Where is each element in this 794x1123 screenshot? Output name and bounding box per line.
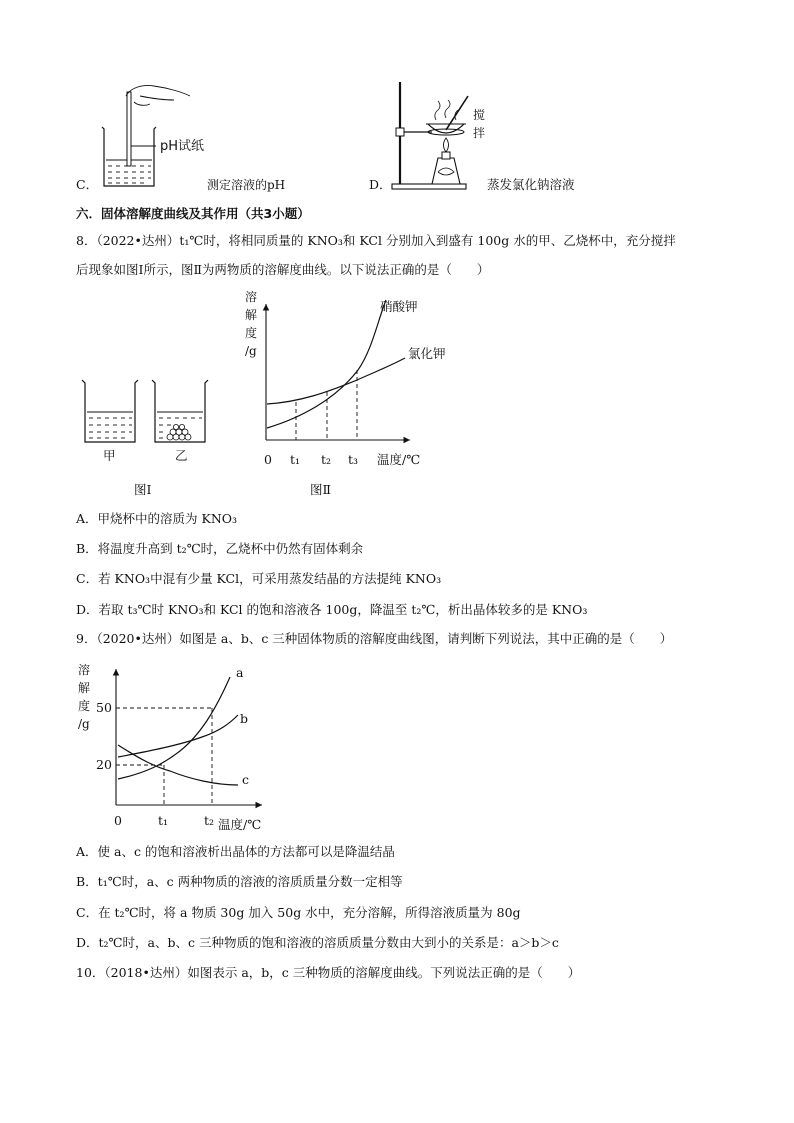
q8-option-b: B．将温度升高到 t₂℃时，乙烧杯中仍然有固体剩余: [76, 541, 364, 556]
stir-label-1: 搅: [473, 108, 486, 122]
series-kcl-label: 氯化钾: [408, 346, 446, 361]
fig2-tick-t3: t₃: [348, 452, 359, 467]
beaker-jia-label: 甲: [103, 448, 116, 463]
q9-ytick-20: 20: [96, 757, 112, 772]
figure-2-chart: [240, 282, 450, 472]
curve-a: [118, 677, 230, 779]
fig2-xlabel: 温度/℃: [377, 452, 421, 467]
curve-kno3: [267, 300, 386, 428]
fig2-tick-t2: t₂: [321, 452, 332, 467]
q9-ytick-50: 50: [96, 700, 112, 715]
figure-2-caption: 图Ⅱ: [310, 482, 331, 497]
q9-xtick-t2: t₂: [204, 813, 215, 828]
ph-paper-label: pH试纸: [160, 139, 205, 154]
q9-option-c: C．在 t₂℃时，将 a 物质 30g 加入 50g 水中，充分溶解，所得溶液质量为 80g: [76, 905, 521, 920]
q9-series-a: a: [236, 665, 244, 680]
q9-option-a: A．使 a、c 的饱和溶液析出晶体的方法都可以是降温结晶: [76, 844, 395, 859]
fig2-ylabel-4: /g: [245, 344, 257, 358]
fig2-ylabel-2: 解: [245, 308, 258, 322]
q10-stem: 10．（2018•达州）如图表示 a，b，c 三种物质的溶解度曲线。下列说法正确的是（ ）: [76, 965, 581, 980]
curve-b: [118, 715, 238, 757]
q8-option-a: A．甲烧杯中的溶质为 KNO₃: [76, 511, 238, 526]
series-kno3-label: 硝酸钾: [380, 299, 418, 314]
q9-ylabel-2: 解: [78, 681, 91, 695]
q9-stem: 9．（2020•达州）如图是 a、b、c 三种固体物质的溶解度曲线图，请判断下列说法，其中正确的是（ ）: [76, 631, 673, 646]
q8-stem-line2: 后现象如图Ⅰ所示，图Ⅱ为两物质的溶解度曲线。以下说法正确的是（ ）: [76, 262, 490, 277]
stir-label-2: 拌: [473, 126, 486, 140]
figure-ph-test: [90, 82, 230, 192]
q9-ylabel-4: /g: [78, 717, 90, 731]
q8-option-d: D．若取 t₃℃时 KNO₃和 KCl 的饱和溶液各 100g，降温至 t₂℃，析出晶体较多的是 KNO₃: [76, 602, 588, 617]
q9-origin: 0: [114, 813, 122, 828]
q9-ylabel-1: 溶: [78, 663, 91, 677]
curve-c: [118, 745, 238, 785]
q9-option-b: B．t₁℃时，a、c 两种物质的溶液的溶质质量分数一定相等: [76, 874, 403, 889]
q9-ylabel-3: 度: [78, 699, 91, 713]
option-d-desc: 蒸发氯化钠溶液: [487, 177, 575, 192]
q9-series-c: c: [242, 772, 250, 787]
option-c-letter: C．: [76, 177, 99, 192]
fig2-tick-t1: t₁: [290, 452, 301, 467]
fig2-origin: 0: [264, 452, 272, 467]
q8-stem-line1: 8．（2022•达州）t₁℃时，将相同质量的 KNO₃和 KCl 分别加入到盛有 100g 水的甲、乙烧杯中，充分搅拌: [76, 233, 676, 248]
q8-option-c: C．若 KNO₃中混有少量 KCl，可采用蒸发结晶的方法提纯 KNO₃: [76, 571, 442, 586]
q9-chart: [90, 655, 280, 825]
option-d-letter: D．: [369, 177, 392, 192]
figure-1-beakers: [80, 378, 220, 448]
curve-kcl: [267, 358, 405, 404]
fig2-ylabel-3: 度: [245, 326, 258, 340]
option-c-desc: 测定溶液的pH: [207, 178, 286, 192]
beaker-yi-label: 乙: [175, 448, 188, 463]
fig2-ylabel-1: 溶: [245, 290, 258, 304]
q9-option-d: D．t₂℃时，a、b、c 三种物质的饱和溶液的溶质质量分数由大到小的关系是：a＞b＞c: [76, 935, 559, 950]
figure-1-caption: 图Ⅰ: [134, 482, 152, 497]
section-heading: 六．固体溶解度曲线及其作用（共3小题）: [76, 206, 310, 221]
q9-series-b: b: [240, 711, 249, 726]
q9-xlabel: 温度/℃: [218, 817, 262, 832]
q9-xtick-t1: t₁: [158, 813, 169, 828]
ph-test-illustration: [90, 82, 230, 192]
